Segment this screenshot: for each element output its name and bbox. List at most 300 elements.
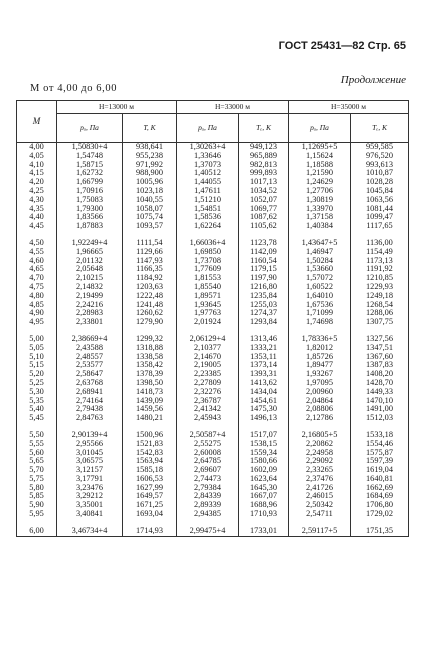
pressure-cell: 2,38669+4 bbox=[57, 335, 123, 344]
pressure-cell: 1,62732 bbox=[57, 169, 123, 178]
pressure-cell: 1,92249+4 bbox=[57, 239, 123, 248]
temperature-cell: 1649,57 bbox=[123, 492, 177, 501]
temperature-cell: 1606,53 bbox=[123, 475, 177, 484]
temperature-cell: 1393,31 bbox=[239, 370, 289, 379]
temperature-cell: 1378,39 bbox=[123, 370, 177, 379]
temperature-cell: 1706,80 bbox=[351, 501, 409, 510]
pressure-cell: 2,59117+5 bbox=[289, 527, 351, 536]
temperature-cell: 1333,21 bbox=[239, 344, 289, 353]
pressure-cell: 2,32276 bbox=[177, 388, 239, 397]
temperature-cell: 1040,55 bbox=[123, 196, 177, 205]
temperature-cell: 1387,83 bbox=[351, 361, 409, 370]
temperature-cell: 1671,25 bbox=[123, 501, 177, 510]
temperature-cell: 1585,18 bbox=[123, 466, 177, 475]
column-header-pressure: pₐ, Па bbox=[57, 114, 123, 143]
temperature-cell: 1123,78 bbox=[239, 239, 289, 248]
pressure-cell: 1,71099 bbox=[289, 309, 351, 318]
mach-cell: 4,35 bbox=[17, 205, 57, 214]
pressure-cell: 2,60008 bbox=[177, 449, 239, 458]
temperature-cell: 1203,63 bbox=[123, 283, 177, 292]
spacer-cell bbox=[123, 423, 177, 431]
pressure-cell: 2,84339 bbox=[177, 492, 239, 501]
mach-cell: 5,25 bbox=[17, 379, 57, 388]
spacer-cell bbox=[57, 327, 123, 335]
table-row bbox=[17, 405, 409, 414]
pressure-cell: 2,79384 bbox=[177, 484, 239, 493]
pressure-cell: 1,40512 bbox=[177, 169, 239, 178]
table-row bbox=[17, 527, 409, 536]
column-header-h33000: H=33000 м bbox=[177, 101, 289, 114]
pressure-cell: 2,48557 bbox=[57, 353, 123, 362]
temperature-cell: 1154,49 bbox=[351, 248, 409, 257]
table-row bbox=[17, 309, 409, 318]
temperature-cell: 1480,21 bbox=[123, 414, 177, 423]
mach-cell: 5,70 bbox=[17, 466, 57, 475]
pressure-cell: 2,29092 bbox=[289, 457, 351, 466]
temperature-cell: 1179,15 bbox=[239, 265, 289, 274]
table-row bbox=[17, 353, 409, 362]
spacer-cell bbox=[351, 519, 409, 527]
pressure-cell: 1,66036+4 bbox=[177, 239, 239, 248]
mach-cell: 4,50 bbox=[17, 239, 57, 248]
pressure-cell: 2,06129+4 bbox=[177, 335, 239, 344]
table-range-caption: М от 4,00 до 6,00 bbox=[30, 83, 118, 94]
pressure-cell: 2,50587+4 bbox=[177, 431, 239, 440]
temperature-cell: 1087,62 bbox=[239, 213, 289, 222]
mach-cell: 4,05 bbox=[17, 152, 57, 161]
pressure-cell: 2,74473 bbox=[177, 475, 239, 484]
temperature-cell: 1710,93 bbox=[239, 510, 289, 519]
mach-cell: 5,05 bbox=[17, 344, 57, 353]
mach-cell: 4,90 bbox=[17, 309, 57, 318]
spacer-cell bbox=[289, 231, 351, 239]
column-header-h13000: H=13000 м bbox=[57, 101, 177, 114]
table-row bbox=[17, 501, 409, 510]
mach-cell: 5,30 bbox=[17, 388, 57, 397]
pressure-cell: 1,93645 bbox=[177, 301, 239, 310]
spacer-cell bbox=[289, 519, 351, 527]
temperature-cell: 1667,07 bbox=[239, 492, 289, 501]
temperature-cell: 1010,87 bbox=[351, 169, 409, 178]
pressure-cell: 1,89477 bbox=[289, 361, 351, 370]
temperature-cell: 1255,03 bbox=[239, 301, 289, 310]
temperature-cell: 1160,54 bbox=[239, 257, 289, 266]
temperature-cell: 1063,56 bbox=[351, 196, 409, 205]
pressure-cell: 1,69850 bbox=[177, 248, 239, 257]
pressure-cell: 1,51210 bbox=[177, 196, 239, 205]
pressure-cell: 1,78336+5 bbox=[289, 335, 351, 344]
mach-cell: 5,00 bbox=[17, 335, 57, 344]
temperature-cell: 1045,84 bbox=[351, 187, 409, 196]
pressure-cell: 1,57072 bbox=[289, 274, 351, 283]
table-row bbox=[17, 169, 409, 178]
mach-cell: 5,40 bbox=[17, 405, 57, 414]
pressure-cell: 1,54851 bbox=[177, 205, 239, 214]
temperature-cell: 1559,34 bbox=[239, 449, 289, 458]
temperature-cell: 1602,09 bbox=[239, 466, 289, 475]
temperature-cell: 1627,99 bbox=[123, 484, 177, 493]
temperature-cell: 1398,50 bbox=[123, 379, 177, 388]
mach-cell: 4,65 bbox=[17, 265, 57, 274]
pressure-cell: 1,50830+4 bbox=[57, 143, 123, 152]
table-row bbox=[17, 397, 409, 406]
pressure-cell: 1,79300 bbox=[57, 205, 123, 214]
pressure-cell: 3,29212 bbox=[57, 492, 123, 501]
pressure-cell: 2,16805+5 bbox=[289, 431, 351, 440]
temperature-cell: 982,813 bbox=[239, 161, 289, 170]
temperature-cell: 1028,28 bbox=[351, 178, 409, 187]
temperature-cell: 1017,13 bbox=[239, 178, 289, 187]
pressure-cell: 2,14832 bbox=[57, 283, 123, 292]
table-row bbox=[17, 361, 409, 370]
pressure-cell: 1,58715 bbox=[57, 161, 123, 170]
pressure-cell: 2,99475+4 bbox=[177, 527, 239, 536]
temperature-cell: 1439,09 bbox=[123, 397, 177, 406]
temperature-cell: 1413,62 bbox=[239, 379, 289, 388]
table-body bbox=[17, 143, 409, 537]
pressure-cell: 1,77609 bbox=[177, 265, 239, 274]
pressure-cell: 1,30263+4 bbox=[177, 143, 239, 152]
page-header: ГОСТ 25431—82 Стр. 65 bbox=[278, 40, 406, 52]
temperature-cell: 1241,48 bbox=[123, 301, 177, 310]
temperature-cell: 1554,46 bbox=[351, 440, 409, 449]
spacer-cell bbox=[177, 519, 239, 527]
temperature-cell: 1058,07 bbox=[123, 205, 177, 214]
temperature-cell: 1260,62 bbox=[123, 309, 177, 318]
pressure-cell: 1,97095 bbox=[289, 379, 351, 388]
pressure-cell: 1,89571 bbox=[177, 292, 239, 301]
pressure-cell: 1,12695+5 bbox=[289, 143, 351, 152]
spacer-cell bbox=[123, 231, 177, 239]
table-row bbox=[17, 440, 409, 449]
table-row bbox=[17, 457, 409, 466]
mach-cell: 4,70 bbox=[17, 274, 57, 283]
temperature-cell: 1533,18 bbox=[351, 431, 409, 440]
pressure-cell: 2,12786 bbox=[289, 414, 351, 423]
pressure-cell: 3,06575 bbox=[57, 457, 123, 466]
mach-cell: 4,60 bbox=[17, 257, 57, 266]
temperature-cell: 1142,09 bbox=[239, 248, 289, 257]
table-row bbox=[17, 492, 409, 501]
temperature-cell: 1693,04 bbox=[123, 510, 177, 519]
spacer-cell bbox=[289, 423, 351, 431]
temperature-cell: 1619,04 bbox=[351, 466, 409, 475]
spacer-cell bbox=[17, 519, 57, 527]
pressure-cell: 2,28983 bbox=[57, 309, 123, 318]
temperature-cell: 1136,00 bbox=[351, 239, 409, 248]
temperature-cell: 1313,46 bbox=[239, 335, 289, 344]
temperature-cell: 988,900 bbox=[123, 169, 177, 178]
pressure-cell: 2,23385 bbox=[177, 370, 239, 379]
pressure-cell: 2,95566 bbox=[57, 440, 123, 449]
pressure-cell: 1,53660 bbox=[289, 265, 351, 274]
temperature-cell: 1299,32 bbox=[123, 335, 177, 344]
pressure-cell: 1,81553 bbox=[177, 274, 239, 283]
pressure-cell: 1,33970 bbox=[289, 205, 351, 214]
temperature-cell: 1538,15 bbox=[239, 440, 289, 449]
pressure-cell: 2,00960 bbox=[289, 388, 351, 397]
temperature-cell: 1034,52 bbox=[239, 187, 289, 196]
temperature-cell: 1597,39 bbox=[351, 457, 409, 466]
temperature-cell: 1288,06 bbox=[351, 309, 409, 318]
mach-cell: 5,65 bbox=[17, 457, 57, 466]
table-row bbox=[17, 301, 409, 310]
temperature-cell: 1751,35 bbox=[351, 527, 409, 536]
temperature-cell: 1229,93 bbox=[351, 283, 409, 292]
temperature-cell: 1575,87 bbox=[351, 449, 409, 458]
pressure-cell: 2,58647 bbox=[57, 370, 123, 379]
temperature-cell: 1105,62 bbox=[239, 222, 289, 231]
temperature-cell: 1279,90 bbox=[123, 318, 177, 327]
pressure-cell: 3,01045 bbox=[57, 449, 123, 458]
table-row bbox=[17, 152, 409, 161]
pressure-cell: 1,73708 bbox=[177, 257, 239, 266]
pressure-cell: 3,46734+4 bbox=[57, 527, 123, 536]
pressure-cell: 1,96665 bbox=[57, 248, 123, 257]
pressure-cell: 1,58536 bbox=[177, 213, 239, 222]
pressure-cell: 2,79438 bbox=[57, 405, 123, 414]
table-row bbox=[17, 161, 409, 170]
pressure-cell: 1,21590 bbox=[289, 169, 351, 178]
temperature-cell: 1580,66 bbox=[239, 457, 289, 466]
temperature-cell: 1023,18 bbox=[123, 187, 177, 196]
pressure-cell: 1,82012 bbox=[289, 344, 351, 353]
group-spacer bbox=[17, 231, 409, 239]
pressure-cell: 2,89339 bbox=[177, 501, 239, 510]
mach-cell: 4,95 bbox=[17, 318, 57, 327]
spacer-cell bbox=[239, 423, 289, 431]
table-row bbox=[17, 484, 409, 493]
temperature-cell: 1081,44 bbox=[351, 205, 409, 214]
temperature-cell: 1268,54 bbox=[351, 301, 409, 310]
table-row bbox=[17, 239, 409, 248]
table-row bbox=[17, 222, 409, 231]
atmosphere-table bbox=[16, 100, 409, 537]
temperature-cell: 938,641 bbox=[123, 143, 177, 152]
table-row bbox=[17, 257, 409, 266]
temperature-cell: 1184,92 bbox=[123, 274, 177, 283]
table-row bbox=[17, 187, 409, 196]
spacer-cell bbox=[17, 231, 57, 239]
pressure-cell: 2,10377 bbox=[177, 344, 239, 353]
spacer-cell bbox=[177, 423, 239, 431]
temperature-cell: 971,992 bbox=[123, 161, 177, 170]
table-row bbox=[17, 143, 409, 152]
table-row bbox=[17, 414, 409, 423]
spacer-cell bbox=[17, 327, 57, 335]
mach-cell: 5,85 bbox=[17, 492, 57, 501]
pressure-cell: 2,36787 bbox=[177, 397, 239, 406]
pressure-cell: 2,63768 bbox=[57, 379, 123, 388]
temperature-cell: 1235,84 bbox=[239, 292, 289, 301]
pressure-cell: 2,01132 bbox=[57, 257, 123, 266]
temperature-cell: 1542,83 bbox=[123, 449, 177, 458]
pressure-cell: 2,19005 bbox=[177, 361, 239, 370]
pressure-cell: 1,24629 bbox=[289, 178, 351, 187]
mach-cell: 5,80 bbox=[17, 484, 57, 493]
temperature-cell: 1327,56 bbox=[351, 335, 409, 344]
temperature-cell: 1454,61 bbox=[239, 397, 289, 406]
spacer-cell bbox=[57, 231, 123, 239]
pressure-cell: 1,46947 bbox=[289, 248, 351, 257]
table-row bbox=[17, 510, 409, 519]
table-row bbox=[17, 379, 409, 388]
temperature-cell: 1347,51 bbox=[351, 344, 409, 353]
spacer-cell bbox=[57, 423, 123, 431]
temperature-cell: 1117,65 bbox=[351, 222, 409, 231]
pressure-cell: 2,53577 bbox=[57, 361, 123, 370]
mach-cell: 4,15 bbox=[17, 169, 57, 178]
table-row bbox=[17, 205, 409, 214]
pressure-cell: 2,33265 bbox=[289, 466, 351, 475]
temperature-cell: 1166,35 bbox=[123, 265, 177, 274]
pressure-cell: 2,19499 bbox=[57, 292, 123, 301]
temperature-cell: 1222,48 bbox=[123, 292, 177, 301]
mach-cell: 4,25 bbox=[17, 187, 57, 196]
table-row bbox=[17, 248, 409, 257]
temperature-cell: 1500,96 bbox=[123, 431, 177, 440]
spacer-cell bbox=[123, 519, 177, 527]
table-row bbox=[17, 265, 409, 274]
temperature-cell: 1216,80 bbox=[239, 283, 289, 292]
pressure-cell: 1,75083 bbox=[57, 196, 123, 205]
table-row bbox=[17, 475, 409, 484]
pressure-cell: 2,64785 bbox=[177, 457, 239, 466]
pressure-cell: 2,14670 bbox=[177, 353, 239, 362]
mach-cell: 4,85 bbox=[17, 301, 57, 310]
column-header-temperature: T, К bbox=[123, 114, 177, 143]
temperature-cell: 1496,13 bbox=[239, 414, 289, 423]
pressure-cell: 2,24958 bbox=[289, 449, 351, 458]
temperature-cell: 976,520 bbox=[351, 152, 409, 161]
pressure-cell: 3,17791 bbox=[57, 475, 123, 484]
pressure-cell: 2,37476 bbox=[289, 475, 351, 484]
temperature-cell: 1210,85 bbox=[351, 274, 409, 283]
mach-cell: 4,45 bbox=[17, 222, 57, 231]
spacer-cell bbox=[177, 231, 239, 239]
spacer-cell bbox=[289, 327, 351, 335]
pressure-cell: 2,41726 bbox=[289, 484, 351, 493]
temperature-cell: 1111,54 bbox=[123, 239, 177, 248]
pressure-cell: 3,35001 bbox=[57, 501, 123, 510]
pressure-cell: 2,20862 bbox=[289, 440, 351, 449]
temperature-cell: 1470,10 bbox=[351, 397, 409, 406]
temperature-cell: 1645,30 bbox=[239, 484, 289, 493]
pressure-cell: 2,68941 bbox=[57, 388, 123, 397]
temperature-cell: 1408,20 bbox=[351, 370, 409, 379]
spacer-cell bbox=[17, 423, 57, 431]
pressure-cell: 2,74164 bbox=[57, 397, 123, 406]
temperature-cell: 1418,73 bbox=[123, 388, 177, 397]
temperature-cell: 1373,14 bbox=[239, 361, 289, 370]
pressure-cell: 2,46015 bbox=[289, 492, 351, 501]
temperature-cell: 1293,84 bbox=[239, 318, 289, 327]
column-header-m: М bbox=[17, 101, 57, 143]
spacer-cell bbox=[239, 519, 289, 527]
temperature-cell: 1459,56 bbox=[123, 405, 177, 414]
spacer-cell bbox=[351, 231, 409, 239]
pressure-cell: 1,27706 bbox=[289, 187, 351, 196]
mach-cell: 6,00 bbox=[17, 527, 57, 536]
temperature-cell: 1428,70 bbox=[351, 379, 409, 388]
mach-cell: 5,60 bbox=[17, 449, 57, 458]
pressure-cell: 1,93267 bbox=[289, 370, 351, 379]
pressure-cell: 1,70916 bbox=[57, 187, 123, 196]
temperature-cell: 959,585 bbox=[351, 143, 409, 152]
temperature-cell: 1093,57 bbox=[123, 222, 177, 231]
table-row bbox=[17, 335, 409, 344]
temperature-cell: 1449,33 bbox=[351, 388, 409, 397]
pressure-cell: 2,24216 bbox=[57, 301, 123, 310]
group-spacer bbox=[17, 327, 409, 335]
mach-cell: 5,75 bbox=[17, 475, 57, 484]
mach-cell: 5,15 bbox=[17, 361, 57, 370]
pressure-cell: 1,50284 bbox=[289, 257, 351, 266]
spacer-cell bbox=[239, 327, 289, 335]
pressure-cell: 2,41342 bbox=[177, 405, 239, 414]
table-row bbox=[17, 431, 409, 440]
table-row bbox=[17, 213, 409, 222]
pressure-cell: 1,15624 bbox=[289, 152, 351, 161]
temperature-cell: 1367,60 bbox=[351, 353, 409, 362]
temperature-cell: 1005,96 bbox=[123, 178, 177, 187]
temperature-cell: 1640,81 bbox=[351, 475, 409, 484]
group-spacer bbox=[17, 423, 409, 431]
pressure-cell: 2,27809 bbox=[177, 379, 239, 388]
mach-cell: 4,55 bbox=[17, 248, 57, 257]
temperature-cell: 955,238 bbox=[123, 152, 177, 161]
pressure-cell: 2,94385 bbox=[177, 510, 239, 519]
temperature-cell: 1733,01 bbox=[239, 527, 289, 536]
pressure-cell: 1,67536 bbox=[289, 301, 351, 310]
pressure-cell: 2,50342 bbox=[289, 501, 351, 510]
table-row bbox=[17, 318, 409, 327]
pressure-cell: 2,55275 bbox=[177, 440, 239, 449]
mach-cell: 4,80 bbox=[17, 292, 57, 301]
mach-cell: 5,90 bbox=[17, 501, 57, 510]
pressure-cell: 2,90139+4 bbox=[57, 431, 123, 440]
pressure-cell: 1,33646 bbox=[177, 152, 239, 161]
mach-cell: 5,50 bbox=[17, 431, 57, 440]
temperature-cell: 965,889 bbox=[239, 152, 289, 161]
pressure-cell: 1,83566 bbox=[57, 213, 123, 222]
pressure-cell: 3,23476 bbox=[57, 484, 123, 493]
pressure-cell: 1,54748 bbox=[57, 152, 123, 161]
temperature-cell: 1274,37 bbox=[239, 309, 289, 318]
temperature-cell: 1684,69 bbox=[351, 492, 409, 501]
temperature-cell: 1358,42 bbox=[123, 361, 177, 370]
mach-cell: 4,75 bbox=[17, 283, 57, 292]
pressure-cell: 2,45943 bbox=[177, 414, 239, 423]
pressure-cell: 2,43588 bbox=[57, 344, 123, 353]
column-header-temperature: Tₑ, К bbox=[239, 114, 289, 143]
pressure-cell: 2,54711 bbox=[289, 510, 351, 519]
temperature-cell: 1491,00 bbox=[351, 405, 409, 414]
table-row bbox=[17, 196, 409, 205]
temperature-cell: 1249,18 bbox=[351, 292, 409, 301]
temperature-cell: 1714,93 bbox=[123, 527, 177, 536]
pressure-cell: 3,40841 bbox=[57, 510, 123, 519]
temperature-cell: 1729,02 bbox=[351, 510, 409, 519]
mach-cell: 4,10 bbox=[17, 161, 57, 170]
temperature-cell: 993,613 bbox=[351, 161, 409, 170]
pressure-cell: 3,12157 bbox=[57, 466, 123, 475]
mach-cell: 5,55 bbox=[17, 440, 57, 449]
mach-cell: 4,40 bbox=[17, 213, 57, 222]
pressure-cell: 2,08806 bbox=[289, 405, 351, 414]
pressure-cell: 2,01924 bbox=[177, 318, 239, 327]
mach-cell: 4,20 bbox=[17, 178, 57, 187]
